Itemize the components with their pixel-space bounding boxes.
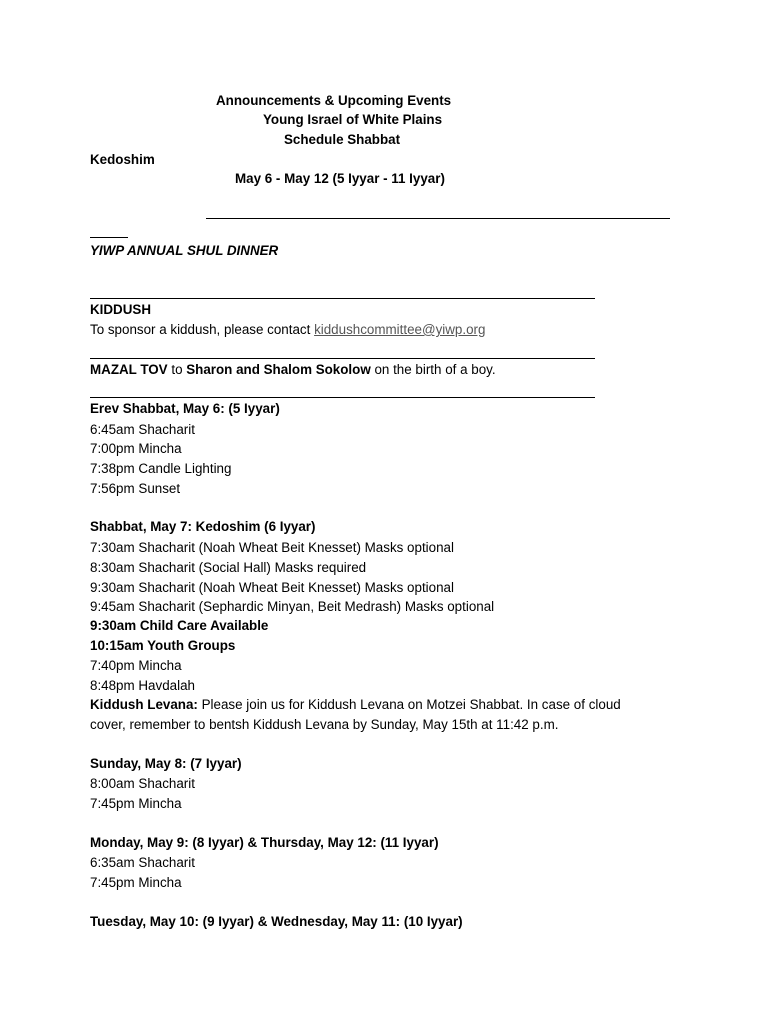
parsha-name: Kedoshim [90, 152, 155, 167]
sunday-heading: Sunday, May 8: (7 Iyyar) [90, 756, 242, 771]
mazal-to: to [167, 362, 187, 377]
erev-item: 7:00pm Mincha [90, 441, 182, 456]
sunday-item: 8:00am Shacharit [90, 776, 195, 791]
header-dates: May 6 - May 12 (5 Iyyar - 11 Iyyar) [235, 171, 445, 186]
kiddush-text-label: To sponsor a kiddush, please contact [90, 322, 315, 337]
kiddush-levana-label: Kiddush Levana: [90, 697, 198, 712]
mazal-rest: on the birth of a boy. [370, 362, 496, 377]
erev-item: 7:56pm Sunset [90, 481, 181, 496]
header-schedule: Schedule Shabbat [284, 132, 401, 147]
divider [90, 298, 595, 299]
tuewed-heading: Tuesday, May 10: (9 Iyyar) & Wednesday, May 11: (10 Iyyar) [90, 914, 463, 929]
erev-item: 7:38pm Candle Lighting [90, 461, 232, 476]
erev-item: 6:45am Shacharit [90, 422, 195, 437]
divider [206, 218, 670, 219]
erev-heading: Erev Shabbat, May 6: (5 Iyyar) [90, 401, 280, 416]
shabbat-item: 9:45am Shacharit (Sephardic Minyan, Beit Medrash) Masks optional [90, 599, 495, 614]
youth-groups: 10:15am Youth Groups [90, 638, 236, 653]
sunday-item: 7:45pm Mincha [90, 796, 182, 811]
kiddush-levana-text: Please join us for Kiddush Levana on Motzei Shabbat. In case of cloud [197, 697, 621, 712]
shabbat-heading: Shabbat, May 7: Kedoshim (6 Iyyar) [90, 519, 316, 534]
divider [90, 397, 595, 398]
monthu-item: 7:45pm Mincha [90, 875, 182, 890]
header-org: Young Israel of White Plains [263, 112, 443, 127]
shabbat-mincha: 7:40pm Mincha [90, 658, 182, 673]
divider-wrap [90, 237, 128, 238]
mazal-tov-label: MAZAL TOV [90, 362, 168, 377]
kiddush-email-link[interactable]: kiddushcommittee@yiwp.org [314, 322, 486, 337]
divider [90, 358, 595, 359]
monthu-item: 6:35am Shacharit [90, 855, 195, 870]
kiddush-levana-cont: cover, remember to bentsh Kiddush Levana by Sunday, May 15th at 11:42 p.m. [90, 717, 559, 732]
shabbat-item: 7:30am Shacharit (Noah Wheat Beit Knesset) Masks optional [90, 540, 454, 555]
kiddush-levana [90, 697, 621, 713]
monthu-heading: Monday, May 9: (8 Iyyar) & Thursday, May 12: (11 Iyyar) [90, 835, 439, 850]
shabbat-item: 8:30am Shacharit (Social Hall) Masks required [90, 560, 367, 575]
child-care: 9:30am Child Care Available [90, 618, 269, 633]
shabbat-item: 9:30am Shacharit (Noah Wheat Beit Knesset) Masks optional [90, 580, 454, 595]
mazal-tov-line [90, 362, 496, 378]
kiddush-title: KIDDUSH [90, 302, 152, 317]
kiddush-text [90, 322, 485, 338]
dinner-title: YIWP ANNUAL SHUL DINNER [90, 243, 279, 258]
mazal-names: Sharon and Shalom Sokolow [186, 362, 371, 377]
shabbat-havdalah: 8:48pm Havdalah [90, 678, 195, 693]
header-title: Announcements & Upcoming Events [216, 93, 452, 108]
